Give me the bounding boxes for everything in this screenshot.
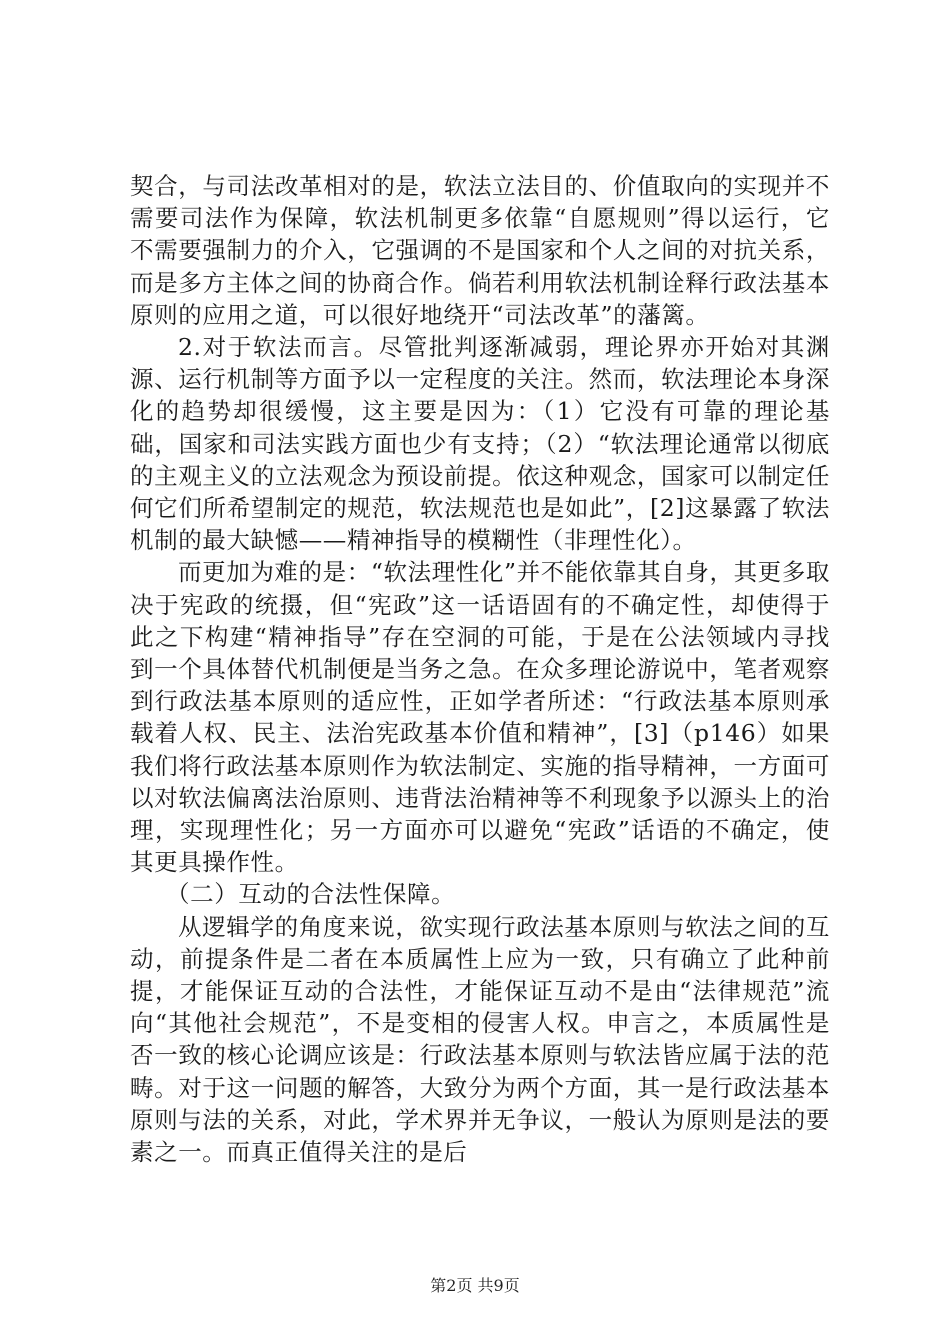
paragraph-continuation: 契合，与司法改革相对的是，软法立法目的、价值取向的实现并不需要司法作为保障，软法机制更多依靠“自愿规则”得以运行，它不需要强制力的介入，它强调的不是国家和个人之间的对抗关系，而是多方主体之间的协商合作。倘若利用软法机制诠释行政法基本原则的应用之道，可以很好地绕开“司法改革”的藩篱。 — [130, 172, 830, 329]
paragraph-soft-law-point-2: 2.对于软法而言。尽管批判逐渐减弱，理论界亦开始对其渊源、运行机制等方面予以一定程度的关注。然而，软法理论本身深化的趋势却很缓慢，这主要是因为：（1）它没有可靠的理论基础，国家和司法实践方面也少有支持；（2）“软法理论通常以彻底的主观主义的立法观念为预设前提。依这种观念，国家可以制定任何它们所希望制定的规范，软法规范也是如此”，[2]这暴露了软法机制的最大缺憾——精神指导的模糊性（非理性化）。 — [130, 333, 830, 555]
page-number-footer: 第2页 共9页 — [430, 1276, 520, 1295]
section-heading-legitimacy: （二）互动的合法性保障。 — [166, 880, 456, 909]
paragraph-logic: 从逻辑学的角度来说，欲实现行政法基本原则与软法之间的互动，前提条件是二者在本质属性上应为一致，只有确立了此种前提，才能保证互动的合法性，才能保证互动不是由“法律规范”流向“其他社会规范”，不是变相的侵害人权。申言之，本质属性是否一致的核心论调应该是：行政法基本原则与软法皆应属于法的范畴。对于这一问题的解答，大致分为两个方面，其一是行政法基本原则与法的关系，对此，学术界并无争议，一般认为原则是法的要素之一。而真正值得关注的是后 — [130, 912, 830, 1167]
document-body — [130, 170, 830, 1168]
paragraph-rationalization: 而更加为难的是：“软法理性化”并不能依靠其自身，其更多取决于宪政的统摄，但“宪政”这一话语固有的不确定性，却使得于此之下构建“精神指导”存在空洞的可能，于是在公法领域内寻找到一个具体替代机制便是当务之急。在众多理论游说中，笔者观察到行政法基本原则的适应性，正如学者所述：“行政法基本原则承载着人权、民主、法治宪政基本价值和精神”，[3]（p146）如果我们将行政法基本原则作为软法制定、实施的指导精神，一方面可以对软法偏离法治原则、违背法治精神等不利现象予以源头上的治理，实现理性化；另一方面亦可以避免“宪政”话语的不确定，使其更具操作性。 — [130, 558, 830, 877]
